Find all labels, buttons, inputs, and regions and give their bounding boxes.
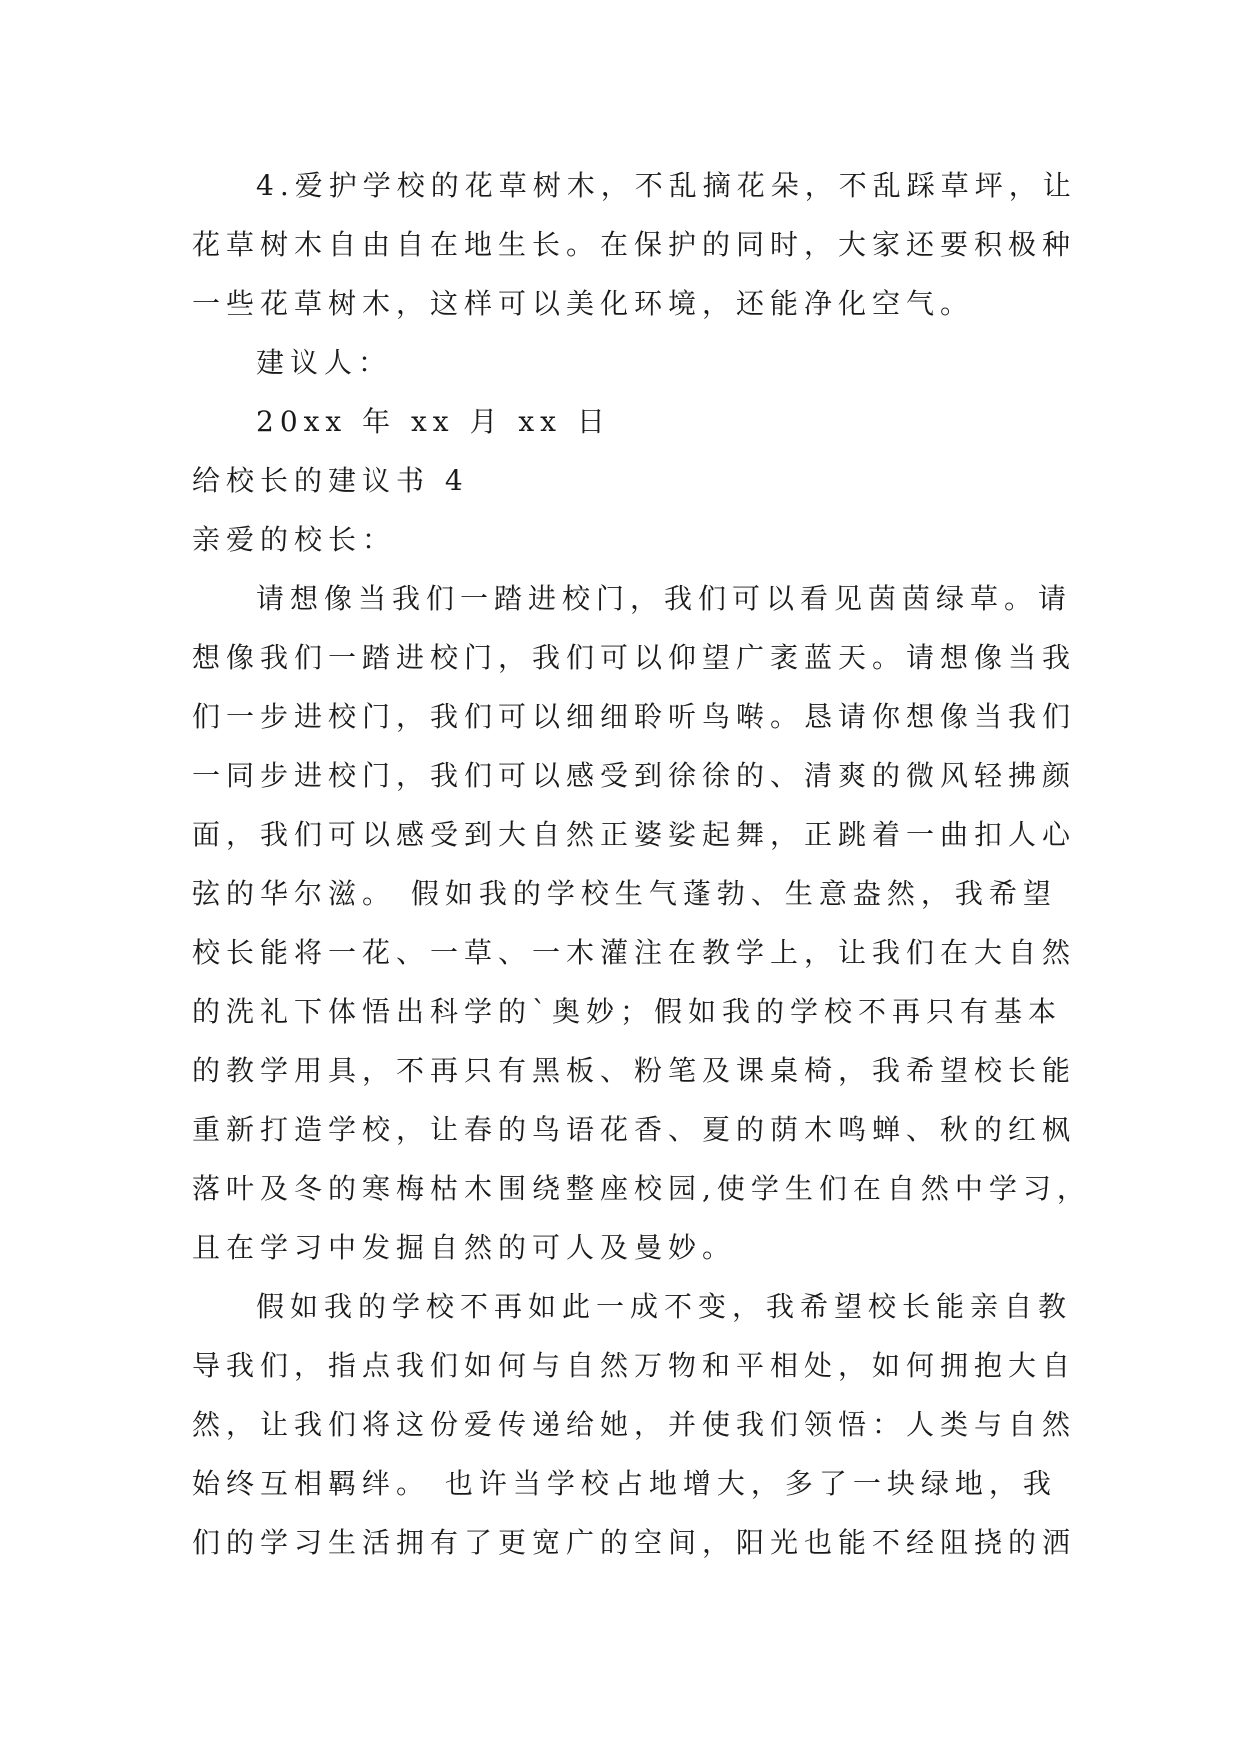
text-line: 花草树木自由自在地生长。在保护的同时，大家还要积极种 <box>192 228 1077 261</box>
text-line: 且在学习中发掘自然的可人及曼妙。 <box>192 1231 737 1264</box>
text-line: 面，我们可以感受到大自然正婆娑起舞，正跳着一曲扣人心 <box>192 818 1077 851</box>
text-line: 始终互相羁绊。 也许当学校占地增大，多了一块绿地，我 <box>192 1467 1057 1500</box>
text-line: 的洗礼下体悟出科学的`奥妙；假如我的学校不再只有基本 <box>192 995 1063 1028</box>
text-line: 然，让我们将这份爱传递给她，并使我们领悟：人类与自然 <box>192 1408 1077 1441</box>
signature-label: 建议人： <box>256 346 393 379</box>
text-line: 弦的华尔滋。 假如我的学校生气蓬勃、生意盎然，我希望 <box>192 877 1057 910</box>
section-title: 给校长的建议书 4 <box>192 464 469 497</box>
text-line: 4.爱护学校的花草树木，不乱摘花朵，不乱踩草坪，让 <box>256 169 1077 202</box>
text-line: 一同步进校门，我们可以感受到徐徐的、清爽的微风轻拂颜 <box>192 759 1077 792</box>
text-line: 想像我们一踏进校门，我们可以仰望广袤蓝天。请想像当我 <box>192 641 1077 674</box>
text-line: 重新打造学校，让春的鸟语花香、夏的荫木鸣蝉、秋的红枫 <box>192 1113 1077 1146</box>
date-line: 20xx 年 xx 月 xx 日 <box>256 405 611 438</box>
text-line: 假如我的学校不再如此一成不变，我希望校长能亲自教 <box>256 1290 1073 1323</box>
text-line: 的教学用具，不再只有黑板、粉笔及课桌椅，我希望校长能 <box>192 1054 1077 1087</box>
text-line: 落叶及冬的寒梅枯木围绕整座校园,使学生们在自然中学习， <box>192 1172 1091 1205</box>
text-line: 们一步进校门，我们可以细细聆听鸟啭。恳请你想像当我们 <box>192 700 1077 733</box>
salutation: 亲爱的校长： <box>192 523 397 556</box>
text-line: 一些花草树木，这样可以美化环境，还能净化空气。 <box>192 287 975 320</box>
document-body <box>192 156 1091 1572</box>
text-line: 们的学习生活拥有了更宽广的空间，阳光也能不经阻挠的洒 <box>192 1526 1077 1559</box>
text-line: 请想像当我们一踏进校门，我们可以看见茵茵绿草。请 <box>256 582 1073 615</box>
text-line: 校长能将一花、一草、一木灌注在教学上，让我们在大自然 <box>192 936 1077 969</box>
text-line: 导我们，指点我们如何与自然万物和平相处，如何拥抱大自 <box>192 1349 1077 1382</box>
